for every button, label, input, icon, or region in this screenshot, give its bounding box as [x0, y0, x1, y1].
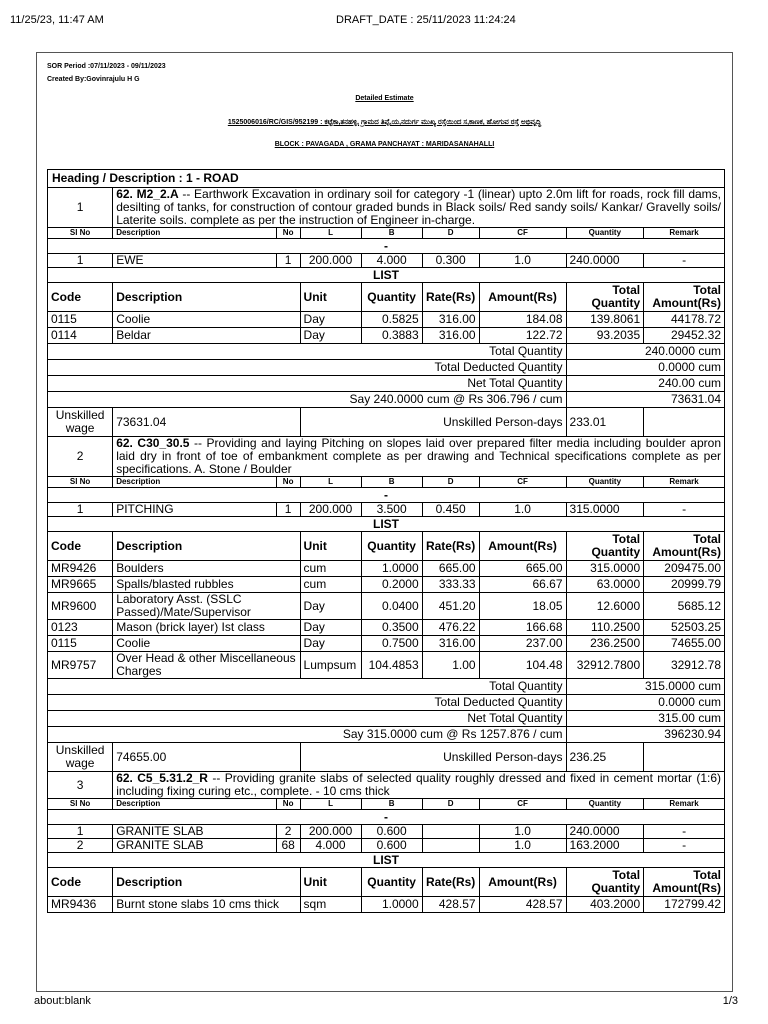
list-rate: 451.20 [422, 593, 479, 620]
list-row [48, 897, 725, 913]
created-by: Created By:Govinrajulu H G [47, 76, 140, 83]
list-row [48, 561, 725, 577]
empty-cell [644, 408, 725, 437]
list-column-header [48, 868, 725, 897]
list-rate: 316.00 [422, 312, 479, 328]
col-header-remark: Remark [644, 477, 725, 488]
col-header-quantity: Quantity [566, 799, 644, 810]
list-total-qty: 236.2500 [566, 636, 644, 652]
list-rate: 316.00 [422, 328, 479, 344]
list-qty: 104.4853 [361, 652, 422, 679]
total-deducted-row [48, 360, 725, 376]
list-unit: cum [300, 561, 361, 577]
list-amount: 66.67 [479, 577, 566, 593]
col-header-description: Description [113, 228, 277, 239]
say-row [48, 727, 725, 743]
say-amount: 396230.94 [566, 727, 724, 743]
list-unit: Day [300, 620, 361, 636]
print-url: about:blank [34, 995, 91, 1007]
dash-cell: - [48, 239, 725, 254]
col-header-l: L [300, 228, 361, 239]
col-code: Code [48, 868, 113, 897]
col-header-quantity: Quantity [566, 477, 644, 488]
total-deducted-label: Total Deducted Quantity [48, 695, 567, 711]
list-total-amount: 29452.32 [644, 328, 725, 344]
list-amount: 166.68 [479, 620, 566, 636]
dash-row [48, 810, 725, 825]
col-header-d: D [422, 799, 479, 810]
list-header [48, 853, 725, 868]
persondays-label: Unskilled Person-days [300, 743, 566, 772]
col-code: Code [48, 283, 113, 312]
list-code: MR9757 [48, 652, 113, 679]
list-total-amount: 44178.72 [644, 312, 725, 328]
meas-cf: 1.0 [479, 254, 566, 268]
meas-qty: 240.0000 [566, 254, 644, 268]
say-row [48, 392, 725, 408]
list-column-header [48, 283, 725, 312]
item-number: 3 [48, 772, 113, 799]
persondays-value: 233.01 [566, 408, 644, 437]
meas-l: 4.000 [300, 839, 361, 853]
list-desc: Laboratory Asst. (SSLC Passed)/Mate/Supervisor [113, 593, 300, 620]
list-total-qty: 93.2035 [566, 328, 644, 344]
item-text: -- Earthwork Excavation in ordinary soil for category -1 (linear) upto 2.0m lift for roads, rock fill dams, desilting of tanks, for construction of contour graded bunds in Black soils/ Red sandy soils/ Kankar/ Gravelly soils/ Laterite soils. complete as per the instruction of Engineer in-charge. [116, 187, 721, 227]
list-total-amount: 209475.00 [644, 561, 725, 577]
list-code: MR9600 [48, 593, 113, 620]
list-code: MR9665 [48, 577, 113, 593]
list-unit: Day [300, 593, 361, 620]
list-unit: sqm [300, 897, 361, 913]
meas-sl: 1 [48, 254, 113, 268]
page-number: 1/3 [722, 995, 738, 1007]
item-row [48, 772, 725, 799]
list-header [48, 268, 725, 283]
net-total-row [48, 376, 725, 392]
col-header-cf: CF [479, 228, 566, 239]
col-header-cf: CF [479, 799, 566, 810]
unskilled-wage-label: Unskilled wage [48, 408, 113, 437]
list-row [48, 312, 725, 328]
list-total-amount: 74655.00 [644, 636, 725, 652]
list-label: LIST [48, 268, 725, 283]
document-frame [36, 52, 733, 992]
list-qty: 0.3883 [361, 328, 422, 344]
col-header-slno: Sl No [48, 477, 113, 488]
wage-row [48, 408, 725, 437]
meas-cf: 1.0 [479, 825, 566, 839]
list-amount: 665.00 [479, 561, 566, 577]
measurement-header [48, 799, 725, 810]
meas-no: 1 [276, 254, 300, 268]
meas-b: 0.600 [361, 839, 422, 853]
net-total-label: Net Total Quantity [48, 376, 567, 392]
list-total-amount: 32912.78 [644, 652, 725, 679]
list-total-amount: 172799.42 [644, 897, 725, 913]
list-rate: 1.00 [422, 652, 479, 679]
measurement-row [48, 503, 725, 517]
list-amount: 122.72 [479, 328, 566, 344]
col-total-quantity: Total Quantity [566, 532, 644, 561]
meas-desc: GRANITE SLAB [113, 839, 277, 853]
col-quantity: Quantity [361, 532, 422, 561]
meas-b: 0.600 [361, 825, 422, 839]
list-qty: 0.0400 [361, 593, 422, 620]
col-amount: Amount(Rs) [479, 532, 566, 561]
meas-cf: 1.0 [479, 503, 566, 517]
say-amount: 73631.04 [566, 392, 724, 408]
list-qty: 0.2000 [361, 577, 422, 593]
col-quantity: Quantity [361, 868, 422, 897]
estimate-table [47, 169, 725, 913]
col-description: Description [113, 532, 300, 561]
heading: Heading / Description : 1 - ROAD [48, 170, 725, 188]
col-header-b: B [361, 799, 422, 810]
col-rate: Rate(Rs) [422, 532, 479, 561]
col-header-description: Description [113, 799, 277, 810]
list-desc: Boulders [113, 561, 300, 577]
meas-sl: 1 [48, 825, 113, 839]
list-desc: Over Head & other Miscellaneous Charges [113, 652, 300, 679]
net-total-label: Net Total Quantity [48, 711, 567, 727]
list-desc: Coolie [113, 312, 300, 328]
meas-no: 68 [276, 839, 300, 853]
meas-qty: 163.2000 [566, 839, 644, 853]
list-total-qty: 12.6000 [566, 593, 644, 620]
item-number: 1 [48, 188, 113, 228]
list-row [48, 593, 725, 620]
col-header-b: B [361, 477, 422, 488]
item-description [113, 188, 725, 228]
measurement-row [48, 825, 725, 839]
list-label: LIST [48, 517, 725, 532]
total-deducted-row [48, 695, 725, 711]
col-rate: Rate(Rs) [422, 868, 479, 897]
meas-b: 4.000 [361, 254, 422, 268]
total-deducted-value: 0.0000 cum [566, 360, 724, 376]
list-desc: Coolie [113, 636, 300, 652]
list-rate: 476.22 [422, 620, 479, 636]
total-deducted-label: Total Deducted Quantity [48, 360, 567, 376]
meas-l: 200.000 [300, 825, 361, 839]
total-deducted-value: 0.0000 cum [566, 695, 724, 711]
meas-desc: EWE [113, 254, 277, 268]
col-code: Code [48, 532, 113, 561]
list-row [48, 620, 725, 636]
draft-date: DRAFT_DATE : 25/11/2023 11:24:24 [336, 14, 516, 26]
meas-desc: GRANITE SLAB [113, 825, 277, 839]
total-quantity-row [48, 344, 725, 360]
item-number: 2 [48, 437, 113, 477]
list-label: LIST [48, 853, 725, 868]
col-header-slno: Sl No [48, 799, 113, 810]
list-total-qty: 403.2000 [566, 897, 644, 913]
list-row [48, 328, 725, 344]
meas-d [422, 825, 479, 839]
col-header-no: No [276, 477, 300, 488]
col-header-b: B [361, 228, 422, 239]
sor-period: SOR Period :07/11/2023 - 09/11/2023 [47, 63, 166, 70]
col-unit: Unit [300, 532, 361, 561]
col-total-amount: Total Amount(Rs) [644, 283, 725, 312]
net-total-value: 315.00 cum [566, 711, 724, 727]
list-unit: cum [300, 577, 361, 593]
meas-d: 0.450 [422, 503, 479, 517]
list-amount: 428.57 [479, 897, 566, 913]
measurement-header [48, 228, 725, 239]
list-total-amount: 20999.79 [644, 577, 725, 593]
item-text: -- Providing granite slabs of selected quality roughly dressed and fixed in cement mortar (1:6) including fixing curing etc., complete. - 10 cms thick [116, 771, 722, 798]
col-header-quantity: Quantity [566, 228, 644, 239]
col-total-amount: Total Amount(Rs) [644, 868, 725, 897]
meas-d [422, 839, 479, 853]
net-total-value: 240.00 cum [566, 376, 724, 392]
list-amount: 104.48 [479, 652, 566, 679]
total-quantity-label: Total Quantity [48, 344, 567, 360]
col-header-cf: CF [479, 477, 566, 488]
list-total-amount: 5685.12 [644, 593, 725, 620]
meas-remark: - [644, 503, 725, 517]
list-qty: 0.7500 [361, 636, 422, 652]
meas-d: 0.300 [422, 254, 479, 268]
list-rate: 428.57 [422, 897, 479, 913]
list-qty: 0.5825 [361, 312, 422, 328]
list-unit: Day [300, 328, 361, 344]
list-qty: 1.0000 [361, 561, 422, 577]
wage-row [48, 743, 725, 772]
meas-no: 1 [276, 503, 300, 517]
meas-no: 2 [276, 825, 300, 839]
list-amount: 237.00 [479, 636, 566, 652]
list-row [48, 636, 725, 652]
col-header-description: Description [113, 477, 277, 488]
col-header-remark: Remark [644, 228, 725, 239]
list-desc: Beldar [113, 328, 300, 344]
doc-title: Detailed Estimate [355, 95, 414, 102]
meas-remark: - [644, 825, 725, 839]
col-description: Description [113, 868, 300, 897]
item-code: 62. C30_30.5 [116, 436, 190, 450]
dash-row [48, 488, 725, 503]
list-amount: 184.08 [479, 312, 566, 328]
col-header-no: No [276, 799, 300, 810]
dash-cell: - [48, 488, 725, 503]
meas-desc: PITCHING [113, 503, 277, 517]
persondays-label: Unskilled Person-days [300, 408, 566, 437]
col-total-quantity: Total Quantity [566, 283, 644, 312]
list-qty: 0.3500 [361, 620, 422, 636]
meas-sl: 1 [48, 503, 113, 517]
col-unit: Unit [300, 283, 361, 312]
empty-cell [644, 743, 725, 772]
list-total-qty: 32912.7800 [566, 652, 644, 679]
col-description: Description [113, 283, 300, 312]
persondays-value: 236.25 [566, 743, 644, 772]
list-rate: 333.33 [422, 577, 479, 593]
col-quantity: Quantity [361, 283, 422, 312]
item-text: -- Providing and laying Pitching on slopes laid over prepared filter media including boulder apron laid dry in front of toe of embankment complete as per drawing and Technical specifications complete as per specifications. A. Stone / Boulder [116, 436, 722, 476]
list-rate: 665.00 [422, 561, 479, 577]
item-code: 62. M2_2.A [116, 187, 179, 201]
work-title: 1525006016/RC/GIS/952199 : ಕಟ್ಟೆಕಾ,ತನಹಳ್ಳಿ, ಗ್ರಾಮದ ತಿಪ್ಪೆ,ಯ,ನದುರ್ಗ ಮುಖ್ಯ ರಸ್ತೆಯಿಂದ ಸ,ಕಾಣಕ, ಹೋಗುವ ರಸ್ತೆ ಅಭಿವೃದ್ಧಿ [227, 119, 542, 126]
col-amount: Amount(Rs) [479, 283, 566, 312]
meas-cf: 1.0 [479, 839, 566, 853]
total-quantity-value: 315.0000 cum [566, 679, 724, 695]
say-label: Say 315.0000 cum @ Rs 1257.876 / cum [48, 727, 567, 743]
col-header-d: D [422, 228, 479, 239]
list-total-qty: 315.0000 [566, 561, 644, 577]
col-header-l: L [300, 477, 361, 488]
col-total-quantity: Total Quantity [566, 868, 644, 897]
list-unit: Day [300, 312, 361, 328]
list-qty: 1.0000 [361, 897, 422, 913]
list-total-amount: 52503.25 [644, 620, 725, 636]
meas-qty: 240.0000 [566, 825, 644, 839]
list-desc: Burnt stone slabs 10 cms thick [113, 897, 300, 913]
item-row [48, 188, 725, 228]
list-column-header [48, 532, 725, 561]
total-quantity-value: 240.0000 cum [566, 344, 724, 360]
meas-b: 3.500 [361, 503, 422, 517]
meas-remark: - [644, 839, 725, 853]
list-code: 0123 [48, 620, 113, 636]
list-code: 0114 [48, 328, 113, 344]
list-header [48, 517, 725, 532]
item-description [113, 772, 725, 799]
col-header-d: D [422, 477, 479, 488]
meas-sl: 2 [48, 839, 113, 853]
list-code: 0115 [48, 312, 113, 328]
measurement-row [48, 839, 725, 853]
meas-l: 200.000 [300, 503, 361, 517]
col-header-slno: Sl No [48, 228, 113, 239]
list-total-qty: 139.8061 [566, 312, 644, 328]
meas-l: 200.000 [300, 254, 361, 268]
item-row [48, 437, 725, 477]
list-code: MR9426 [48, 561, 113, 577]
col-unit: Unit [300, 868, 361, 897]
unskilled-wage-value: 74655.00 [113, 743, 300, 772]
item-description [113, 437, 725, 477]
list-desc: Spalls/blasted rubbles [113, 577, 300, 593]
net-total-row [48, 711, 725, 727]
col-rate: Rate(Rs) [422, 283, 479, 312]
dash-cell: - [48, 810, 725, 825]
unskilled-wage-label: Unskilled wage [48, 743, 113, 772]
measurement-row [48, 254, 725, 268]
list-desc: Mason (brick layer) Ist class [113, 620, 300, 636]
col-total-amount: Total Amount(Rs) [644, 532, 725, 561]
col-header-l: L [300, 799, 361, 810]
measurement-header [48, 477, 725, 488]
list-code: 0115 [48, 636, 113, 652]
list-total-qty: 110.2500 [566, 620, 644, 636]
col-amount: Amount(Rs) [479, 868, 566, 897]
list-total-qty: 63.0000 [566, 577, 644, 593]
col-header-no: No [276, 228, 300, 239]
total-quantity-label: Total Quantity [48, 679, 567, 695]
block-line: BLOCK : PAVAGADA , GRAMA PANCHAYAT : MARIDASANAHALLI [274, 141, 495, 148]
list-unit: Lumpsum [300, 652, 361, 679]
list-row [48, 652, 725, 679]
item-code: 62. C5_5.31.2_R [116, 771, 208, 785]
list-rate: 316.00 [422, 636, 479, 652]
meas-remark: - [644, 254, 725, 268]
say-label: Say 240.0000 cum @ Rs 306.796 / cum [48, 392, 567, 408]
total-quantity-row [48, 679, 725, 695]
list-row [48, 577, 725, 593]
print-datetime: 11/25/23, 11:47 AM [10, 14, 104, 26]
list-amount: 18.05 [479, 593, 566, 620]
dash-row [48, 239, 725, 254]
list-unit: Day [300, 636, 361, 652]
list-code: MR9436 [48, 897, 113, 913]
meas-qty: 315.0000 [566, 503, 644, 517]
unskilled-wage-value: 73631.04 [113, 408, 300, 437]
col-header-remark: Remark [644, 799, 725, 810]
